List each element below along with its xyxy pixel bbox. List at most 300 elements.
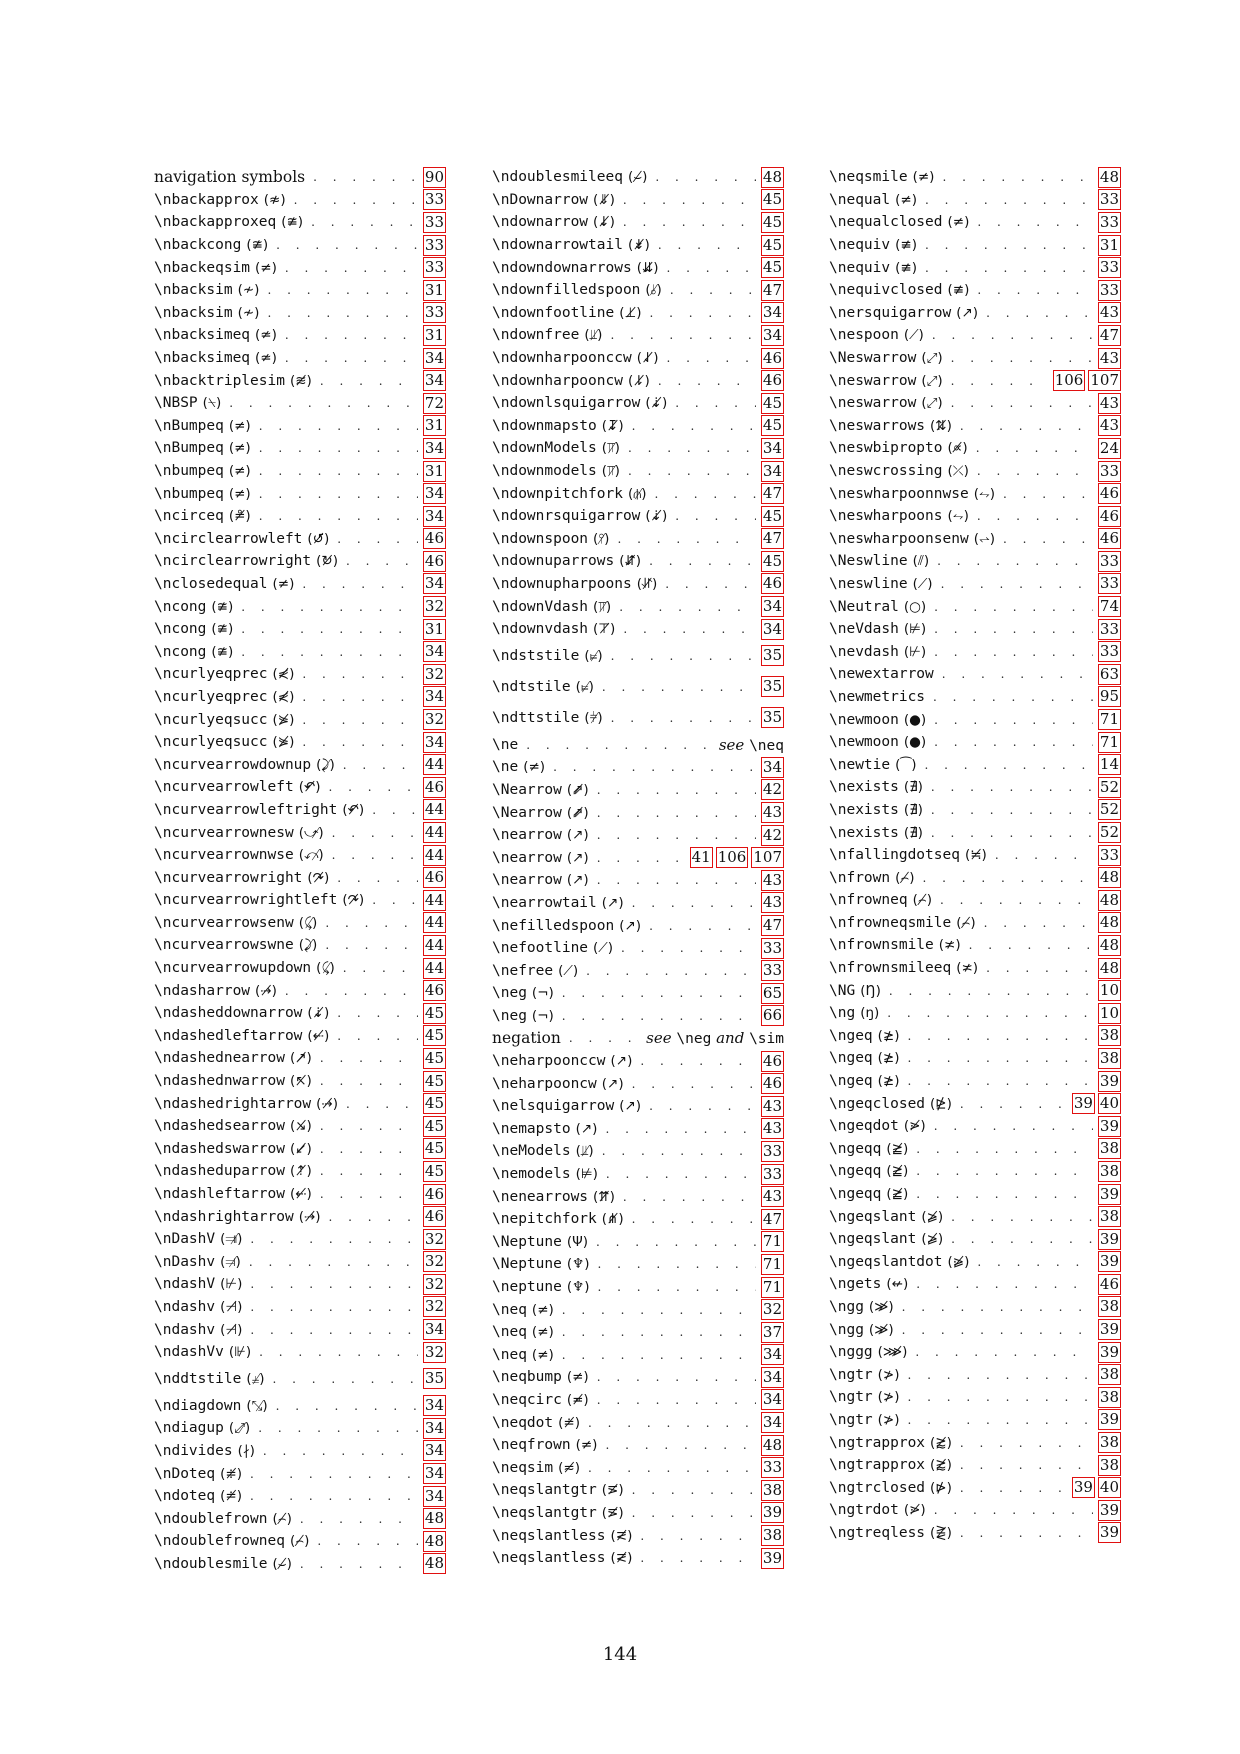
page-link[interactable]: 46 — [762, 371, 782, 390]
see-link[interactable]: \sim — [749, 1031, 784, 1048]
page-link[interactable]: 38 — [1099, 1297, 1119, 1316]
page-link[interactable]: 46 — [762, 574, 782, 593]
page-link[interactable]: 39 — [1099, 1342, 1119, 1361]
page-link[interactable]: 44 — [424, 913, 444, 932]
index-entry — [154, 686, 446, 709]
page-link[interactable]: 24 — [1099, 438, 1119, 457]
entry-symbol: (⟋) — [903, 327, 924, 344]
page-link[interactable]: 48 — [1099, 890, 1119, 909]
page-link[interactable]: 34 — [424, 1418, 444, 1437]
page-link[interactable]: 47 — [762, 529, 782, 548]
leader-dots — [337, 532, 418, 546]
entry-name: \nevdash — [829, 643, 899, 660]
page-link[interactable]: 48 — [762, 167, 782, 186]
page-link[interactable]: 46 — [1099, 1274, 1119, 1293]
index-entry — [492, 702, 784, 733]
page-link[interactable]: 38 — [762, 1480, 782, 1499]
entry-symbol: (≠) — [228, 440, 251, 457]
entry-symbol: (≐̸) — [220, 1488, 242, 1505]
page-link[interactable]: 48 — [424, 1531, 444, 1550]
index-entry — [829, 437, 1121, 460]
entry-symbol: (⤸̸) — [316, 756, 335, 773]
page-link[interactable]: 32 — [424, 1342, 444, 1361]
page-link[interactable]: 33 — [424, 190, 444, 209]
page-link[interactable]: 32 — [424, 664, 444, 683]
page-link[interactable]: 33 — [424, 235, 444, 254]
page-link[interactable]: 71 — [762, 1277, 782, 1296]
page-link[interactable]: 38 — [1099, 1207, 1119, 1226]
page-link[interactable]: 43 — [762, 1096, 782, 1115]
page-link[interactable]: 33 — [1099, 280, 1119, 299]
page-links — [761, 960, 784, 981]
page-link[interactable]: 107 — [753, 848, 782, 867]
page-link[interactable]: 38 — [1099, 1139, 1119, 1158]
page-link[interactable]: 43 — [762, 1119, 782, 1138]
entry-name: \ncirclearrowright — [154, 553, 312, 570]
page-link[interactable]: 34 — [424, 642, 444, 661]
page-link[interactable]: 31 — [424, 280, 444, 299]
leader-dots — [932, 328, 1093, 342]
entry-symbol: (⟋) — [593, 940, 614, 957]
page-link[interactable]: 45 — [762, 258, 782, 277]
page-link[interactable]: 32 — [762, 1300, 782, 1319]
page-link[interactable]: 43 — [762, 870, 782, 889]
see-link[interactable]: \neq — [749, 737, 784, 754]
leader-dots — [632, 1077, 756, 1091]
leader-dots — [977, 509, 1093, 523]
page-link[interactable]: 33 — [762, 938, 782, 957]
page-link[interactable]: 35 — [762, 646, 782, 665]
index-entry — [492, 756, 784, 779]
page-link[interactable]: 34 — [424, 687, 444, 706]
page-link[interactable]: 34 — [424, 1396, 444, 1415]
page-link[interactable]: 66 — [762, 1006, 782, 1025]
page-link[interactable]: 39 — [1099, 1252, 1119, 1271]
entry-name: \ncurvearrownesw — [154, 824, 294, 841]
page-link[interactable]: 33 — [1099, 551, 1119, 570]
page-link[interactable]: 44 — [424, 800, 444, 819]
page-link[interactable]: 39 — [1099, 1071, 1119, 1090]
page-link[interactable]: 34 — [762, 1390, 782, 1409]
entry-name: \nfrowneq — [829, 892, 908, 909]
leader-dots — [250, 1323, 418, 1337]
entry-name: \ndowndownarrows — [492, 259, 632, 276]
leader-dots — [611, 649, 756, 663]
page-link[interactable]: 46 — [424, 1184, 444, 1203]
page-link[interactable]: 71 — [1099, 732, 1119, 751]
page-link[interactable]: 39 — [1099, 1523, 1119, 1542]
page-link[interactable]: 39 — [1099, 1184, 1119, 1203]
index-entry — [492, 1298, 784, 1321]
index-entry — [492, 392, 784, 415]
page-link[interactable]: 45 — [762, 393, 782, 412]
page-link[interactable]: 39 — [762, 1503, 782, 1522]
page-link[interactable]: 34 — [762, 1413, 782, 1432]
page-link[interactable]: 34 — [424, 574, 444, 593]
page-link[interactable]: 38 — [1099, 1161, 1119, 1180]
page-links — [761, 1141, 784, 1162]
entry-symbol: (↷̸) — [307, 869, 330, 886]
page-links — [423, 189, 446, 210]
page-link[interactable]: 106 — [717, 848, 747, 867]
page-link[interactable]: 95 — [1099, 687, 1119, 706]
page-link[interactable]: 48 — [1099, 868, 1119, 887]
index-entry — [829, 912, 1121, 935]
entry-symbol: (≢) — [895, 237, 917, 254]
page-link[interactable]: 46 — [762, 348, 782, 367]
index-entry — [829, 821, 1121, 844]
leader-dots — [250, 1467, 418, 1481]
page-link[interactable]: 45 — [762, 416, 782, 435]
entry-symbol: (↗) — [566, 827, 589, 844]
page-link[interactable]: 32 — [424, 1252, 444, 1271]
page-link[interactable]: 43 — [1099, 348, 1119, 367]
index-entry — [154, 1417, 446, 1440]
page-link[interactable]: 46 — [762, 1074, 782, 1093]
page-link[interactable]: 34 — [762, 325, 782, 344]
page-link[interactable]: 37 — [762, 1322, 782, 1341]
page-links — [423, 799, 446, 820]
page-link[interactable]: 44 — [424, 935, 444, 954]
page-link[interactable]: 46 — [1099, 529, 1119, 548]
index-entry — [492, 1344, 784, 1367]
entry-symbol: (⋗̸) — [903, 1502, 926, 1519]
index-entry — [492, 733, 784, 756]
entry-name: \ngets — [829, 1276, 882, 1293]
page-link[interactable]: 44 — [424, 845, 444, 864]
entry-symbol: (⤢̸) — [228, 1420, 251, 1437]
page-link[interactable]: 34 — [762, 438, 782, 457]
page-link[interactable]: 33 — [762, 1458, 782, 1477]
page-link[interactable]: 38 — [1099, 1026, 1119, 1045]
page-link[interactable]: 43 — [762, 893, 782, 912]
leader-dots — [562, 1325, 756, 1339]
page-link[interactable]: 42 — [762, 780, 782, 799]
entry-name: \nbacksimeq — [154, 350, 251, 367]
page-link[interactable]: 46 — [424, 777, 444, 796]
see-link[interactable]: \neg — [676, 1031, 712, 1048]
page-link[interactable]: 31 — [424, 619, 444, 638]
page-link[interactable]: 47 — [762, 1209, 782, 1228]
page-link[interactable]: 46 — [424, 551, 444, 570]
page-link[interactable]: 46 — [424, 529, 444, 548]
page-link[interactable]: 39 — [762, 1548, 782, 1567]
page-link[interactable]: 34 — [424, 732, 444, 751]
page-links — [761, 1412, 784, 1433]
page-link[interactable]: 35 — [762, 677, 782, 696]
entry-name: \nemodels — [492, 1166, 571, 1183]
entry-symbol: (⥋) — [973, 530, 996, 547]
page-link[interactable]: 46 — [762, 1051, 782, 1070]
leader-dots — [940, 893, 1093, 907]
leader-dots — [343, 758, 418, 772]
page-link[interactable]: 33 — [1099, 574, 1119, 593]
page-link[interactable]: 33 — [424, 212, 444, 231]
page-link[interactable]: 48 — [1099, 935, 1119, 954]
entry-symbol: (⋟̸) — [272, 711, 295, 728]
page-links — [761, 1051, 784, 1072]
entry-symbol: (⇠̸) — [307, 1027, 330, 1044]
page-link[interactable]: 34 — [762, 303, 782, 322]
entry-name: \Neptune — [492, 1256, 562, 1273]
page-link[interactable]: 44 — [424, 755, 444, 774]
page-link[interactable]: 47 — [762, 280, 782, 299]
page-link[interactable]: 39 — [1073, 1478, 1093, 1497]
page-link[interactable]: 34 — [424, 371, 444, 390]
page-link[interactable]: 32 — [424, 597, 444, 616]
leader-dots — [960, 1097, 1067, 1111]
page-link[interactable]: 38 — [762, 1526, 782, 1545]
page-link[interactable]: 31 — [424, 325, 444, 344]
page-link[interactable]: 34 — [424, 348, 444, 367]
page-link[interactable]: 45 — [762, 212, 782, 231]
page-link[interactable]: 35 — [424, 1369, 444, 1388]
entry-symbol: (⋔̸) — [601, 1211, 624, 1228]
page-link[interactable]: 38 — [1099, 1048, 1119, 1067]
page-link[interactable]: 43 — [762, 1187, 782, 1206]
page-link[interactable]: 48 — [1099, 958, 1119, 977]
leader-dots — [1003, 532, 1093, 546]
entry-name: \nDashV — [154, 1231, 216, 1248]
page-link[interactable]: 33 — [762, 1141, 782, 1160]
page-link[interactable]: 34 — [424, 1441, 444, 1460]
page-link[interactable]: 106 — [1054, 371, 1084, 390]
page-links — [1098, 641, 1121, 662]
page-link[interactable]: 45 — [762, 190, 782, 209]
page-link[interactable]: 34 — [762, 757, 782, 776]
page-links — [1098, 1522, 1121, 1543]
entry-symbol: (○) — [903, 598, 927, 615]
page-link[interactable]: 34 — [424, 1320, 444, 1339]
page-link[interactable]: 46 — [1099, 484, 1119, 503]
page-link[interactable]: 45 — [424, 1026, 444, 1045]
index-entry — [829, 889, 1121, 912]
entry-symbol: (≁) — [237, 304, 260, 321]
page-link[interactable]: 34 — [762, 461, 782, 480]
leader-dots — [267, 306, 417, 320]
page-link[interactable]: 34 — [762, 597, 782, 616]
entry-name: \nexists — [829, 801, 899, 818]
entry-name: \ngtreqless — [829, 1524, 926, 1541]
page-link[interactable]: 33 — [1099, 190, 1119, 209]
leader-dots — [320, 1187, 418, 1201]
page-link[interactable]: 48 — [762, 1435, 782, 1454]
page-link[interactable]: 41 — [691, 848, 711, 867]
page-link[interactable]: 43 — [1099, 416, 1119, 435]
page-links — [423, 1048, 446, 1069]
entry-symbol: (⋜̸) — [610, 1550, 633, 1567]
entry-name: \nbumpeq — [154, 485, 224, 502]
leader-dots — [259, 1345, 418, 1359]
page-link[interactable]: 32 — [424, 1274, 444, 1293]
entry-symbol: (⊭) — [903, 621, 927, 638]
index-entry — [154, 1485, 446, 1508]
entry-symbol: (⍀) — [202, 395, 222, 412]
page-link[interactable]: 90 — [424, 167, 444, 186]
entry-symbol: (⊤̸) — [593, 621, 616, 638]
page-link[interactable]: 40 — [1099, 1094, 1119, 1113]
page-link[interactable]: 46 — [424, 1207, 444, 1226]
leader-dots — [597, 1257, 755, 1271]
page-link[interactable]: 32 — [424, 710, 444, 729]
page-link[interactable]: 39 — [1099, 1500, 1119, 1519]
page-link[interactable]: 52 — [1099, 777, 1119, 796]
page-link[interactable]: 34 — [762, 1345, 782, 1364]
page-link[interactable]: 45 — [424, 1003, 444, 1022]
page-link[interactable]: 43 — [1099, 303, 1119, 322]
leader-dots — [951, 1210, 1093, 1224]
page-link[interactable]: 44 — [424, 823, 444, 842]
entry-symbol: (≠) — [228, 463, 251, 480]
page-link[interactable]: 38 — [1099, 1433, 1119, 1452]
page-link[interactable]: 47 — [762, 484, 782, 503]
page-link[interactable]: 33 — [424, 258, 444, 277]
entry-name: \neq — [492, 1324, 527, 1341]
page-link[interactable]: 34 — [762, 1367, 782, 1386]
page-link[interactable]: 40 — [1099, 1478, 1119, 1497]
page-link[interactable]: 45 — [424, 1094, 444, 1113]
page-link[interactable]: 33 — [762, 1164, 782, 1183]
leader-dots — [602, 1144, 756, 1158]
entry-name: \ndownarrowtail — [492, 237, 623, 254]
page-link[interactable]: 65 — [762, 983, 782, 1002]
page-link[interactable]: 43 — [1099, 393, 1119, 412]
page-link[interactable]: 46 — [424, 981, 444, 1000]
entry-name: \nefootline — [492, 940, 589, 957]
page-link[interactable]: 63 — [1099, 664, 1119, 683]
leader-dots — [588, 1416, 756, 1430]
page-link[interactable]: 45 — [424, 1139, 444, 1158]
entry-symbol: (≫̸) — [868, 1298, 894, 1315]
entry-symbol: (⋫) — [930, 1479, 952, 1496]
page-link[interactable]: 32 — [424, 1297, 444, 1316]
entry-symbol: (Ψ) — [566, 1233, 589, 1250]
page-link[interactable]: 45 — [424, 1071, 444, 1090]
page-link[interactable]: 33 — [1099, 845, 1119, 864]
page-link[interactable]: 48 — [424, 1509, 444, 1528]
page-link[interactable]: 72 — [424, 393, 444, 412]
leader-dots — [916, 1187, 1093, 1201]
page-link[interactable]: 38 — [1099, 1365, 1119, 1384]
page-link[interactable]: 33 — [1099, 642, 1119, 661]
index-entry — [492, 982, 784, 1005]
entry-symbol: (≠) — [531, 1324, 554, 1341]
entry-symbol: (≠) — [255, 259, 277, 276]
page-link[interactable]: 31 — [424, 416, 444, 435]
page-links — [423, 280, 446, 301]
page-link[interactable]: 38 — [1099, 1387, 1119, 1406]
page-link[interactable]: 43 — [762, 803, 782, 822]
page-link[interactable]: 46 — [424, 868, 444, 887]
page-link[interactable]: 52 — [1099, 823, 1119, 842]
page-link[interactable]: 31 — [424, 461, 444, 480]
page-links — [1098, 980, 1121, 1001]
page-link[interactable]: 14 — [1099, 755, 1119, 774]
page-link[interactable]: 47 — [1099, 325, 1119, 344]
entry-name: \nenearrows — [492, 1188, 589, 1205]
page-link[interactable]: 38 — [1099, 1455, 1119, 1474]
page-link[interactable]: 10 — [1099, 981, 1119, 1000]
page-link[interactable]: 33 — [1099, 212, 1119, 231]
page-link[interactable]: 46 — [1099, 506, 1119, 525]
page-link[interactable]: 34 — [424, 506, 444, 525]
entry-name: \nearrow — [492, 872, 562, 889]
page-link[interactable]: 39 — [1073, 1094, 1093, 1113]
entry-name: \ncirclearrowleft — [154, 530, 303, 547]
leader-dots — [969, 938, 1093, 952]
index-entry — [154, 369, 446, 392]
page-link[interactable]: 34 — [424, 1464, 444, 1483]
page-link[interactable]: 34 — [424, 484, 444, 503]
page-link[interactable]: 74 — [1099, 597, 1119, 616]
entry-symbol: (⋞̸) — [272, 688, 295, 705]
page-link[interactable]: 39 — [1099, 1116, 1119, 1135]
leader-dots — [606, 1167, 756, 1181]
page-link[interactable]: 71 — [762, 1232, 782, 1251]
leader-dots — [621, 941, 756, 955]
leader-dots — [670, 283, 756, 297]
page-link[interactable]: 48 — [1099, 167, 1119, 186]
page-link[interactable]: 39 — [1099, 1229, 1119, 1248]
page-link[interactable]: 71 — [762, 1254, 782, 1273]
page-link[interactable]: 39 — [1099, 1410, 1119, 1429]
index-entry — [154, 595, 446, 618]
leader-dots — [597, 1280, 755, 1294]
page-link[interactable]: 32 — [424, 1229, 444, 1248]
page-link[interactable]: 35 — [762, 708, 782, 727]
page-link[interactable]: 45 — [424, 1161, 444, 1180]
page-link[interactable]: 45 — [762, 551, 782, 570]
page-link[interactable]: 39 — [1099, 1320, 1119, 1339]
page-link[interactable]: 47 — [762, 916, 782, 935]
index-entry — [829, 1409, 1121, 1432]
entry-name: \ndownupharpoons — [492, 575, 632, 592]
page-links — [761, 189, 784, 210]
index-entry — [492, 528, 784, 551]
page-link[interactable]: 34 — [424, 1486, 444, 1505]
page-link[interactable]: 33 — [1099, 258, 1119, 277]
page-link[interactable]: 34 — [424, 438, 444, 457]
leader-dots — [597, 851, 685, 865]
leader-dots — [250, 1300, 418, 1314]
page-link[interactable]: 31 — [1099, 235, 1119, 254]
page-links — [423, 1184, 446, 1205]
page-link[interactable]: 52 — [1099, 800, 1119, 819]
page-link[interactable]: 44 — [424, 890, 444, 909]
index-entry — [492, 640, 784, 671]
entry-name: \ndownspoon — [492, 530, 589, 547]
page-link[interactable]: 34 — [762, 619, 782, 638]
entry-name: \ndasheddownarrow — [154, 1005, 303, 1022]
page-link[interactable]: 10 — [1099, 1003, 1119, 1022]
page-link[interactable]: 44 — [424, 958, 444, 977]
entry-name: \ng — [829, 1005, 856, 1022]
page-link[interactable]: 33 — [762, 961, 782, 980]
page-link[interactable]: 107 — [1090, 371, 1119, 390]
page-link[interactable]: 33 — [1099, 461, 1119, 480]
page-link[interactable]: 48 — [424, 1554, 444, 1573]
page-link[interactable]: 45 — [424, 1116, 444, 1135]
page-link[interactable]: 45 — [762, 235, 782, 254]
page-link[interactable]: 42 — [762, 825, 782, 844]
page-link[interactable]: 33 — [1099, 619, 1119, 638]
index-entry — [829, 1183, 1121, 1206]
page-link[interactable]: 48 — [1099, 913, 1119, 932]
page-link[interactable]: 45 — [424, 1048, 444, 1067]
page-link[interactable]: 71 — [1099, 710, 1119, 729]
page-link[interactable]: 45 — [762, 506, 782, 525]
page-link[interactable]: 33 — [424, 303, 444, 322]
